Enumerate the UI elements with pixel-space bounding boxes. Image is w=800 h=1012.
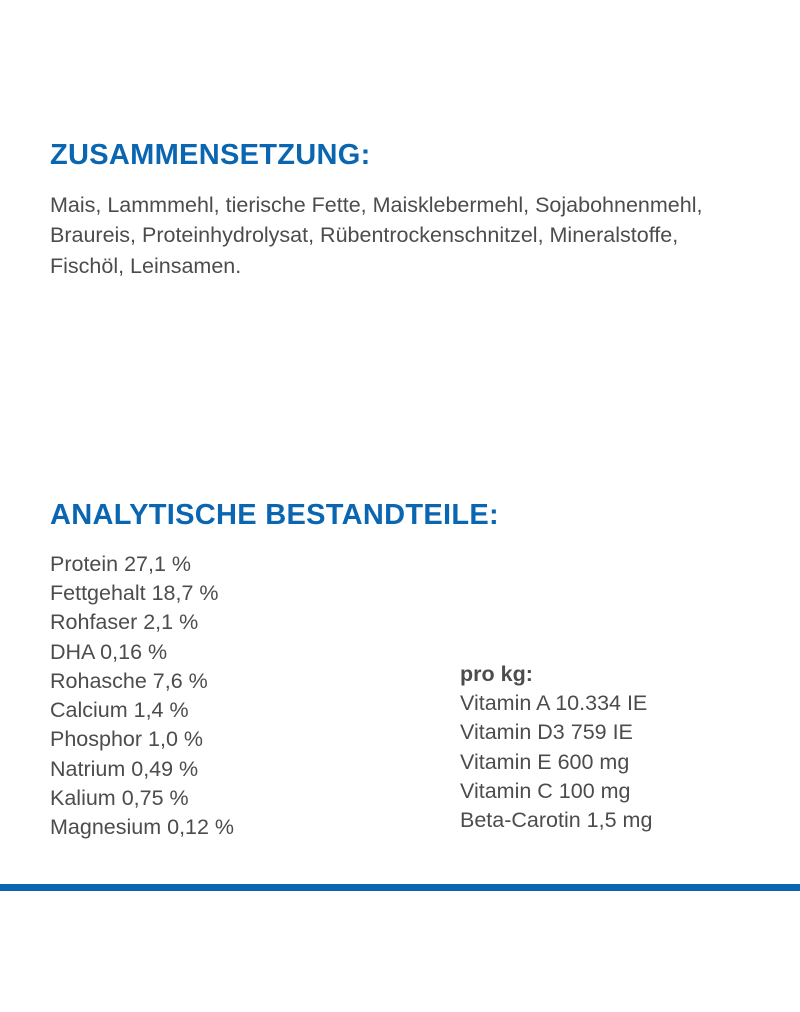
list-item: Rohasche 7,6 %	[50, 668, 208, 693]
list-item: Vitamin E 600 mg	[460, 749, 630, 774]
list-item: Rohfaser 2,1 %	[50, 610, 199, 635]
list-item: Vitamin C 100 mg	[460, 778, 631, 803]
nutrient-columns	[50, 550, 760, 850]
bottom-divider	[0, 884, 800, 891]
list-item: Vitamin D3 759 IE	[460, 720, 633, 745]
list-item: Protein 27,1 %	[50, 551, 192, 576]
list-item: Magnesium 0,12 %	[50, 815, 235, 839]
composition-heading: ZUSAMMENSETZUNG:	[50, 139, 371, 171]
list-item: Fettgehalt 18,7 %	[50, 581, 219, 606]
list-item: Natrium 0,49 %	[50, 756, 199, 781]
list-item: Beta-Carotin 1,5 mg	[460, 808, 653, 833]
composition-text: Mais, Lammmehl, tierische Fette, Maisklebermehl, Sojabohnenmehl, Braureis, Proteinhydrolysat, Rübentrockenschnitzel, Mineralstoffe, Fischöl, Leinsamen.	[50, 192, 703, 278]
list-item: DHA 0,16 %	[50, 639, 168, 664]
list-item: Kalium 0,75 %	[50, 785, 189, 810]
analytical-constituents-section	[50, 500, 760, 850]
analytical-left-column	[50, 550, 234, 842]
per-kilogram-heading: pro kg:	[460, 661, 533, 686]
list-item: Phosphor 1,0 %	[50, 727, 203, 752]
list-item: Calcium 1,4 %	[50, 698, 189, 723]
list-item: Vitamin A 10.334 IE	[460, 691, 648, 716]
analytical-right-column	[460, 550, 652, 835]
analytical-constituents-heading: ANALYTISCHE BESTANDTEILE:	[50, 499, 499, 531]
composition-section	[50, 140, 760, 281]
